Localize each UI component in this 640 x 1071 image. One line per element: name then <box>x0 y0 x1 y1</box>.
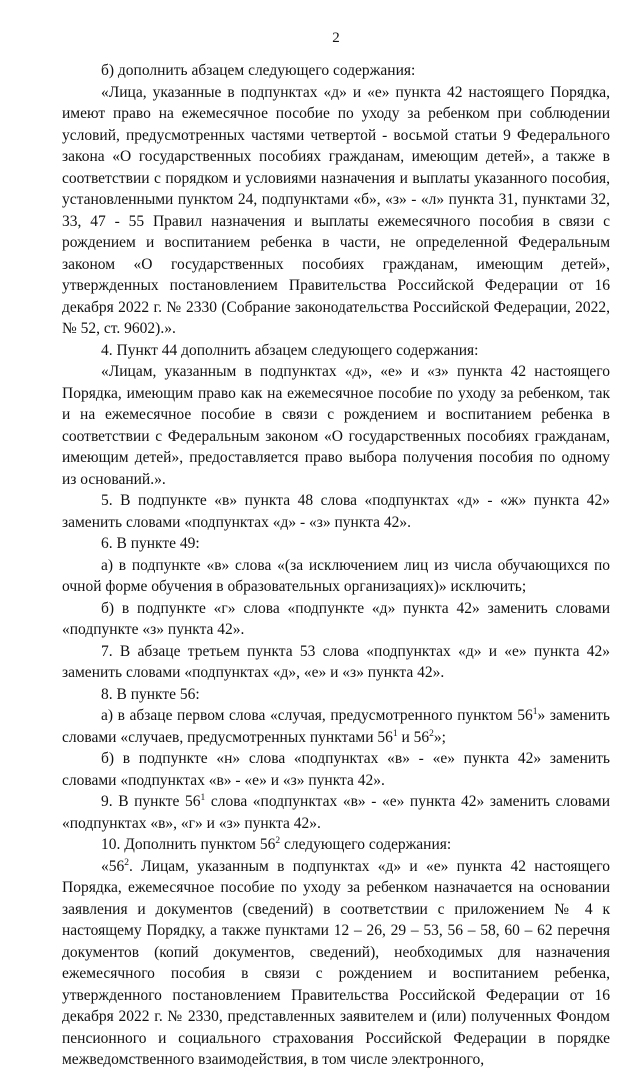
paragraph-item-8a: а) в абзаце первом слова «случая, предусмотренного пунктом $56^1$» заменить словами «случаев, предусмотренных пунктами $56^1$ и $56^2$»; <box>62 706 610 746</box>
paragraph-item-6: 6. В пункте 49: <box>101 535 200 552</box>
paragraph-item-6a: а) в подпункте «в» слова «(за исключением лиц из числа обучающихся по очной форме обучения в образовательных организациях)» исключить; <box>62 556 610 595</box>
paragraph-quote-56-2: «$56^2$. Лицам, указанным в подпунктах «д» и «е» пункта 42 настоящего Порядка, ежемесячное пособие по уходу за ребенком назначается на основании заявления и документов (сведений) в соответствии с приложением № 4 к настоящему Порядку, а также пунктами 12 – 26, 29 – 53, 56 – 58, 60 – 62 перечня документов (копий документов, сведений), необходимых для назначения ежемесячного пособия в связи с рождением и воспитанием ребенка, утвержденного постановлением Правительства Российской Федерации от 16 декабря 2022 г. № 2330, представленных заявителем и (или) полученных Фондом пенсионного и социального страхования Российской Федерации в порядке межведомственного взаимодействия, в том числе электронного, <box>62 857 610 1068</box>
superscript: 1 <box>532 706 538 717</box>
paragraph-item-5: 5. В подпункте «в» пункта 48 слова «подпунктах «д» - «ж» пункта 42» заменить словами «подпунктах «д» - «з» пункта 42». <box>62 492 610 531</box>
document-page <box>62 28 610 1071</box>
paragraph-item-8: 8. В пункте 56: <box>101 685 200 703</box>
paragraph-quote-persons-d-e: «Лица, указанные в подпунктах «д» и «е» пункта 42 настоящего Порядка, имеют право на ежемесячное пособие по уходу за ребенком при соблюдении условий, предусмотренных частями четвертой - восьмой статьи 9 Федерального закона «О государственных пособиях гражданам, имеющим детей», а также в соответствии с порядком и условиями назначения и выплаты указанного пособия, установленными пунктом 24, подпунктами «б», «з» - «л» пункта 31, пунктами 32, 33, 47 - 55 Правил назначения и выплаты ежемесячного пособия в связи с рождением и воспитанием ребенка в части, не определенной Федеральным законом «О государственных пособиях гражданам, имеющим детей», утвержденных постановлением Правительства Российской Федерации от 16 декабря 2022 г. № 2330 (Собрание законодательства Российской Федерации, 2022, № 52, ст. 9602).». <box>62 83 610 337</box>
paragraph-item-8b: б) в подпункте «н» слова «подпунктах «в» - «е» пункта 42» заменить словами «подпунктах «в» - «е» и «з» пункта 42». <box>62 750 610 789</box>
paragraph-b-add-abzac: б) дополнить абзацем следующего содержания: <box>101 62 416 79</box>
superscript: 1 <box>392 728 398 739</box>
page-number: 2 <box>332 30 340 46</box>
superscript: 1 <box>200 792 206 803</box>
superscript: 2 <box>124 857 129 868</box>
superscript: 2 <box>429 728 434 739</box>
paragraph-item-4: 4. Пункт 44 дополнить абзацем следующего содержания: <box>101 341 479 359</box>
paragraph-item-7: 7. В абзаце третьем пункта 53 слова «подпунктах «д» и «е» пункта 42» заменить словами «подпунктах «д», «е» и «з» пункта 42». <box>62 642 610 681</box>
paragraph-item-6b: б) в подпункте «г» слова «подпункте «д» пункта 42» заменить словами «подпункте «з» пункта 42». <box>62 599 610 638</box>
superscript: 2 <box>275 835 281 846</box>
paragraph-quote-persons-d-e-z: «Лицам, указанным в подпунктах «д», «е» и «з» пункта 42 настоящего Порядка, имеющим право как на ежемесячное пособие по уходу за ребенком, так и на ежемесячное пособие в связи с рождением и воспитанием ребенка в соответствии с Федеральным законом «О государственных пособиях гражданам, имеющим детей», предоставляется право выбора получения пособия по одному из оснований.». <box>62 363 610 488</box>
paragraph-item-9: 9. В пункте $56^1$ слова «подпунктах «в» - «е» пункта 42» заменить словами «подпунктах «в», «г» и «з» пункта 42». <box>62 792 610 832</box>
paragraph-item-10: 10. Дополнить пунктом $56^2$ следующего содержания: <box>101 835 452 853</box>
